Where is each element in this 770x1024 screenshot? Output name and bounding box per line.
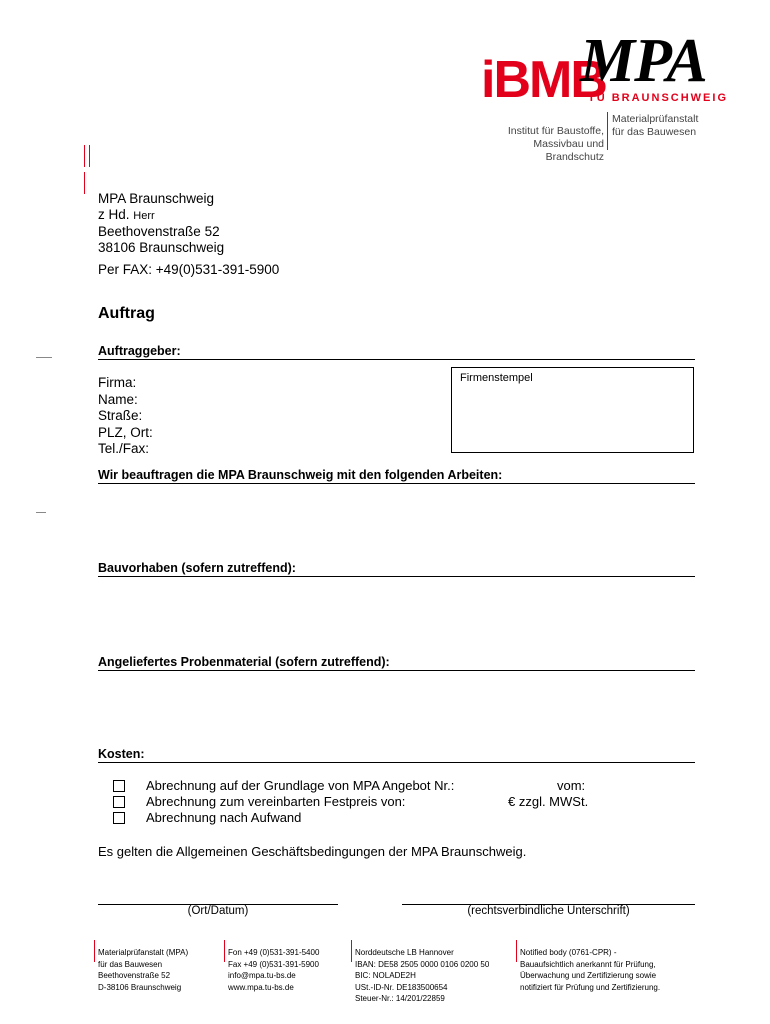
phone-fax-field-label: Tel./Fax: (98, 441, 150, 456)
project-heading: Bauvorhaben (sofern zutreffend): (98, 561, 296, 575)
company-stamp-label: Firmenstempel (460, 372, 533, 384)
date-place-label: (Ort/Datum) (187, 905, 249, 917)
tu-braunschweig-label: TU BRAUNSCHWEIG (588, 92, 728, 104)
footer-divider (516, 940, 517, 962)
mpa-full-name: Materialprüfanstalt für das Bauwesen (612, 113, 699, 138)
institute-divider (607, 112, 608, 150)
footer-address: Materialprüfanstalt (MPA) für das Bauwesen Beethovenstraße 52 D-38106 Braunschweig (98, 948, 189, 992)
ibmb-logo: iBMB (481, 51, 606, 109)
fold-line (36, 357, 52, 358)
institute-name: Institut für Baustoffe, Massivbau und Brandschutz (507, 125, 604, 163)
footer-bank: Norddeutsche LB Hannover IBAN: DE58 2505 0000 0106 0200 50 BIC: NOLADE2H USt.-ID-Nr. DE183500654 Steuer-Nr.: 14/201/22859 (355, 948, 490, 1003)
vat-label: € zzgl. MWSt. (508, 794, 589, 809)
fold-marks (84, 145, 98, 167)
client-heading: Auftraggeber: (98, 344, 181, 358)
terms-statement: Es gelten die Allgemeinen Geschäftsbedingungen der MPA Braunschweig. (98, 844, 527, 859)
fixed-price-checkbox[interactable] (113, 796, 125, 808)
client-fields (98, 375, 153, 458)
work-heading: Wir beauftragen die MPA Braunschweig mit den folgenden Arbeiten: (98, 468, 503, 482)
effort-option-label: Abrechnung nach Aufwand (146, 810, 302, 825)
name-field-label: Name: (98, 391, 138, 407)
footer-certification: Notified body (0761-CPR) - Bauaufsichtlich anerkannt für Prüfung, Überwachung und Zertifizierung sowie notifiziert für Prüfung und Zertifizierung. (520, 948, 661, 992)
material-rule (98, 670, 695, 671)
fax-number: Per FAX: +49(0)531-391-5900 (98, 262, 280, 277)
work-rule (98, 483, 695, 484)
costs-heading: Kosten: (98, 747, 145, 761)
footer-divider (351, 940, 352, 962)
company-field-label: Firma: (98, 375, 137, 390)
signature-label: (rechtsverbindliche Unterschrift) (467, 905, 630, 917)
offer-checkbox[interactable] (113, 780, 125, 792)
fixed-price-option-label: Abrechnung zum vereinbarten Festpreis von: (146, 794, 406, 809)
street-field-label: Straße: (98, 408, 143, 423)
footer-divider (224, 940, 225, 962)
footer-divider (94, 940, 95, 962)
costs-rule (98, 762, 695, 763)
zip-city-field-label: PLZ, Ort: (98, 424, 153, 440)
project-rule (98, 576, 695, 577)
page-title: Auftrag (98, 305, 155, 322)
client-rule (98, 359, 695, 360)
punch-line (36, 512, 46, 513)
material-heading: Angeliefertes Probenmaterial (sofern zutreffend): (98, 655, 390, 669)
effort-checkbox[interactable] (113, 812, 125, 824)
mpa-logo: MPA (580, 27, 707, 95)
offer-option-label: Abrechnung auf der Grundlage von MPA Angebot Nr.: (146, 778, 455, 793)
footer-contact: Fon +49 (0)531-391-5400 Fax +49 (0)531-391-5900 info@mpa.tu-bs.de www.mpa.tu-bs.de (228, 948, 320, 992)
recipient-address: MPA Braunschweig z Hd. Herr Beethovenstraße 52 38106 Braunschweig (98, 191, 225, 255)
offer-date-label: vom: (557, 778, 586, 793)
